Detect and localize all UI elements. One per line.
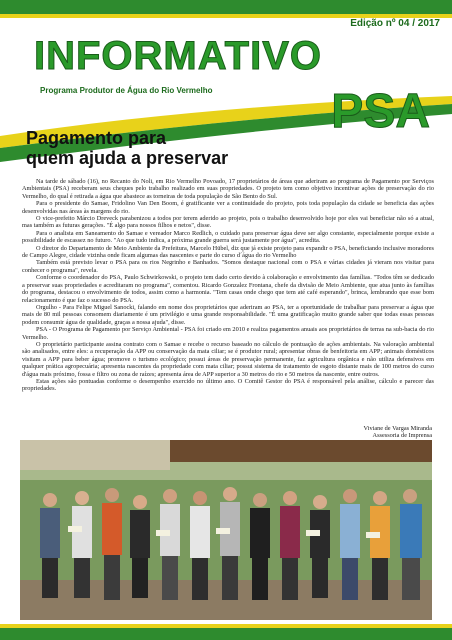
paragraph: O vice-prefeito Márcio Dreveck parabenizou a todos por terem aderido ao projeto, pois o trabalho desenvolvido hoje por eles vai beneficiar não só a atual, mas também as futuras gerações. "É algo para nossos filhos e netos", disse. — [22, 215, 434, 230]
article-headline — [26, 128, 228, 168]
program-subtitle: Programa Produtor de Água do Rio Vermelho — [40, 86, 213, 95]
paragraph: Na tarde de sábado (16), no Recanto do Noli, em Rio Vermelho Povoado, 17 proprietários de áreas que aderiram ao programa de Pagamento por Serviços Ambientais (PSA) receberam seus cheques pelo trabalho realizado em suas propriedades. O projeto tem como objetivo incentivar ações de preservação do rio Vermelho, do qual é retirada a água que abastece as torneiras de toda população de São Bento do Sul. — [22, 178, 434, 200]
newsletter-title: INFORMATIVO — [34, 34, 323, 78]
article-body — [22, 178, 434, 393]
paragraph: Conforme o coordenador do PSA, Paulo Schwirkowski, o projeto tem dado certo devido à colaboração e envolvimento das famílias. "Todos têm se dedicado a preservar suas propriedades e acreditaram no programa", comentou. Ricardo Gonzalez Frontana, chefe da divisão de Meio Ambiente, que atua junto às famílias do programa, destacou o envolvimento de todos, assim como a harmonia. "Tem casas onde chego que tem até café esperando", brinca, lembrando que esse bom relacionamento é que faz o sucesso do PSA. — [22, 274, 434, 304]
paragraph: Também está previsto levar o PSA para os rios Negrinho e Banhados. "Somos destaque nacional com o PSA e várias cidades já vieram nos visitar para conhecer o programa", revela. — [22, 259, 434, 274]
author-signature — [364, 425, 432, 440]
group-photo — [20, 440, 432, 620]
paragraph: O diretor do Departamento de Meio Ambiente da Prefeitura, Marcelo Hübel, diz que já existe projeto para expandir o PSA, beneficiando inclusive moradores de Campo Alegre, cidade vizinha onde ficam algumas das nascentes e parte do curso d´água do rio Vermelho — [22, 244, 434, 260]
paragraph: O proprietário participante assina contrato com o Samae e recebe o recurso baseado no cálculo de pontuação de ações ambientais. Na valoração ambiental são analisados, entre eles: a recuperação da APP ou conservação da mata ciliar; se é produtor rural; apresentar obras de benfeitoria em APP; animais domésticos visitam a APP para beber água; promove o turismo ecológico; possui áreas de preservação permanente, faz agricultura orgânica e não utiliza defensivos em qualquer prática agropecuária; apresenta nascentes da propriedade com mata ciliar; possui sistema de tratamento de esgoto distante mais de 100 metros do curso d'água mais próximo, fossa e filtro ou zona de raízes; apresenta área de APP superior a 30 metros do rio e 50 metros da nascente, entre outros. — [22, 340, 434, 378]
paragraph: Para o presidente do Samae, Fridolino Van Den Boom, é gratificante ver a continuidade do projeto, pois toda população da cidade se beneficia das ações desenvolvidas nas áreas às margens do rio. — [22, 200, 434, 215]
paragraph: Estas ações são pontuadas conforme o desempenho exercido no último ano. O Comitê Gestor do PSA é responsável pela análise, cálculo e parecer das propriedades. — [22, 377, 434, 393]
footer-green-bar — [0, 628, 452, 640]
paragraph: Orgulho - Para Felipe Miguel Sanocki, falando em nome dos proprietários que aderiram ao PSA, ter a oportunidade de trabalhar para preservar a água que mais de 80 mil pessoas consomem diariamente é um privilégio e uma grande responsabilidade. "É uma gratificação muito grande saber que todas essas pessoas podem consumir água de qualidade, graças a nossa ajuda", disse. — [22, 303, 434, 326]
author-role: Assessoria de Imprensa — [372, 432, 432, 440]
psa-logo-text: PSA — [331, 85, 430, 138]
group-photo-illustration — [20, 440, 432, 620]
header-green-bar — [0, 0, 452, 14]
headline-line-2: quem ajuda a preservar — [26, 148, 229, 168]
headline-line-1: Pagamento para — [26, 128, 167, 148]
paragraph: Para o analista em Saneamento do Samae e vereador Marco Redlich, o cuidado para preservar água deve ser algo constante, especialmente porque existe a possibilidade de escassez no futuro. "Ao que tudo indica, a próxima grande guerra será justamente por água", acredita. — [22, 229, 434, 245]
author-name: Viviane de Vargas Miranda — [363, 425, 432, 432]
paragraph: PSA - O Programa de Pagamento por Serviço Ambiental - PSA foi criado em 2010 e realiza pagamentos anuais aos proprietários de terras na sub-bacia do rio Vermelho. — [22, 326, 434, 341]
edition-label: Edição nº 04 / 2017 — [350, 18, 440, 29]
